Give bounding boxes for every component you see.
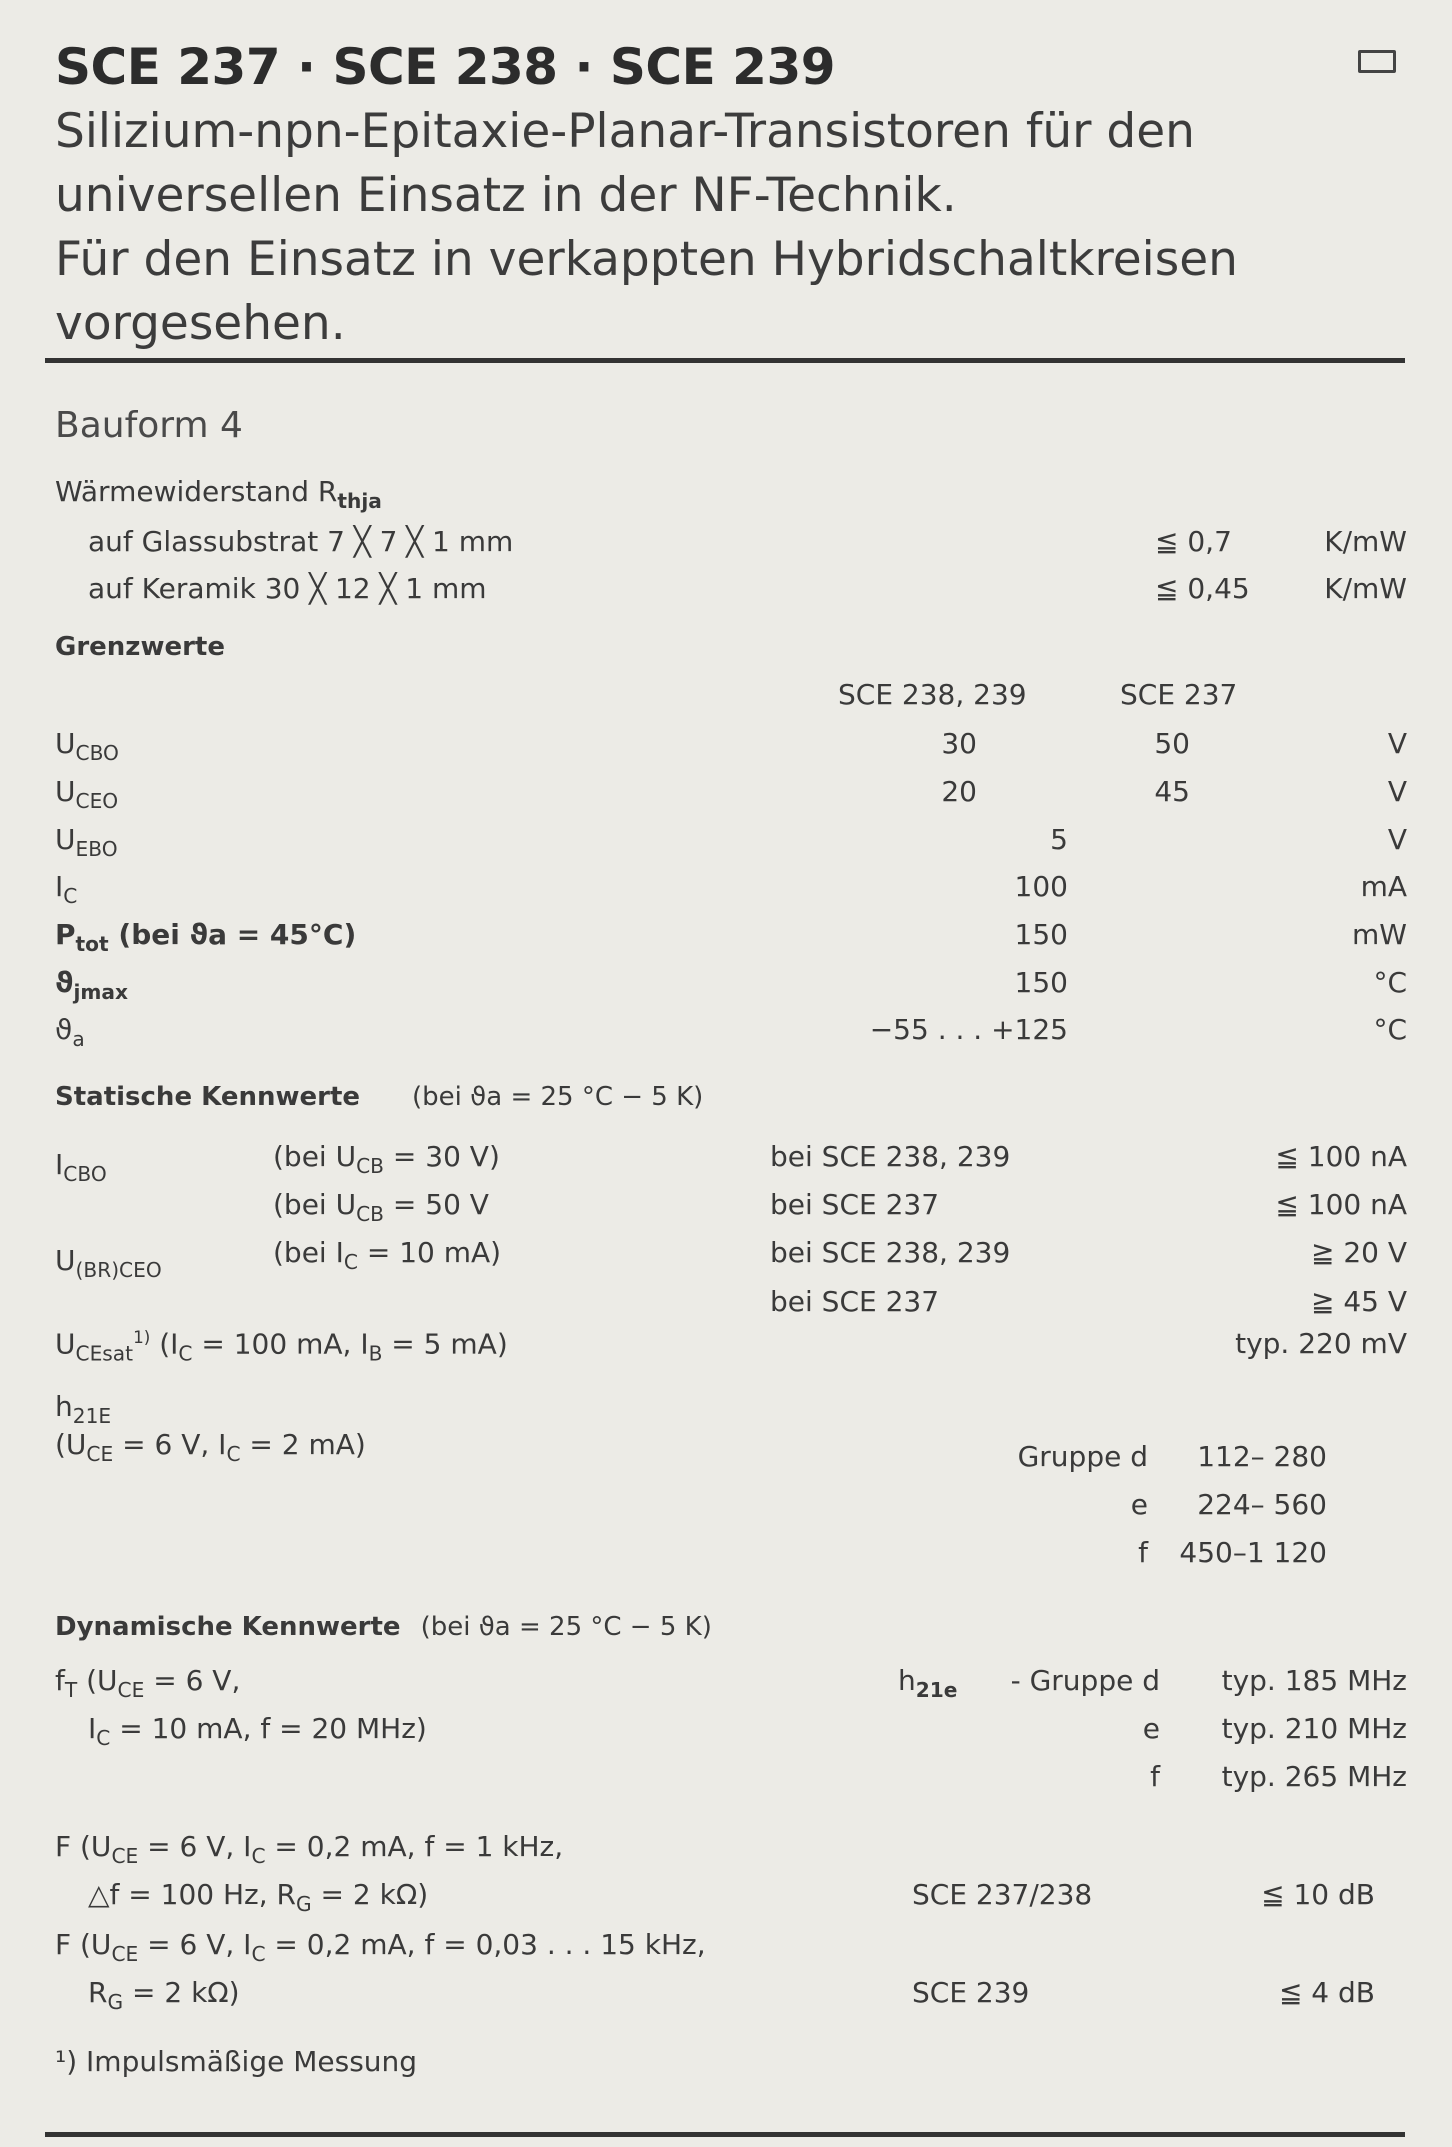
noise-part: F (U <box>55 1830 112 1863</box>
noise-part: CE <box>111 1844 139 1869</box>
static-condition <box>273 1188 489 1226</box>
noise-part: C <box>251 1942 266 1967</box>
limit-value-1: 150 <box>1014 918 1068 951</box>
noise-part: G <box>296 1892 312 1917</box>
h21e-group-range: 112– 280 <box>1197 1440 1327 1473</box>
static-condition-part: C <box>343 1250 358 1275</box>
limit-symbol-sym: U <box>55 823 76 856</box>
statisch-heading: Statische Kennwerte <box>55 1082 361 1112</box>
dynamisch-heading-row <box>55 1612 712 1642</box>
limit-symbol-sym: U <box>55 727 76 760</box>
subtitle-line: Für den Einsatz in verkappten Hybridschaltkreisen <box>55 232 1238 287</box>
ft-group-value: typ. 210 MHz <box>1221 1712 1407 1745</box>
static-condition-part: (bei I <box>273 1236 344 1269</box>
limit-symbol-sub: a <box>72 1027 85 1052</box>
column-header-sce237: SCE 237 <box>1120 678 1238 711</box>
page-title: SCE 237 · SCE 238 · SCE 239 <box>55 38 836 96</box>
static-condition-part: = 50 V <box>384 1188 489 1221</box>
ft-end: = 6 V, <box>144 1664 241 1697</box>
static-condition-part: CB <box>356 1154 385 1179</box>
noise-part: = 0,2 mA, f = 1 kHz, <box>265 1830 564 1863</box>
ft-line2-end: = 10 mA, f = 20 MHz) <box>110 1712 427 1745</box>
ft-rest: (U <box>77 1664 118 1697</box>
ucesat-c-sub: C <box>178 1341 193 1366</box>
limit-symbol <box>55 918 356 956</box>
ucesat-cond2: = 100 mA, I <box>192 1327 369 1361</box>
limit-value-1: 5 <box>1050 823 1068 856</box>
limit-unit: V <box>1387 823 1407 856</box>
limit-value-1: 20 <box>941 775 977 808</box>
ucesat-label <box>55 1327 508 1365</box>
ucesat-cond: (I <box>150 1327 179 1361</box>
subtitle-line: universellen Einsatz in der NF-Technik. <box>55 168 957 223</box>
static-condition-part: CB <box>356 1202 385 1227</box>
ucesat-sub: CEsat <box>75 1341 134 1366</box>
static-value: ≦ 100 nA <box>1275 1188 1407 1221</box>
noise-part: G <box>107 1990 124 2015</box>
ft-group-prefix-sub: 21e <box>915 1678 958 1703</box>
noise-value: ≦ 10 dB <box>1261 1878 1375 1911</box>
limit-unit: mW <box>1352 918 1407 951</box>
limit-symbol <box>55 1013 85 1051</box>
static-condition-part: (bei U <box>273 1140 357 1173</box>
h21e-cond-sub: CE <box>86 1442 114 1467</box>
ft-line1 <box>55 1664 240 1702</box>
bauform-label: Bauform 4 <box>55 405 243 446</box>
h21e-group-label: f <box>1138 1536 1148 1569</box>
ucesat-value: typ. 220 mV <box>1235 1327 1407 1360</box>
limit-symbol-sub: jmax <box>73 980 129 1005</box>
h21e-cond: (U <box>55 1428 87 1461</box>
noise-part: F (U <box>55 1928 112 1961</box>
limit-unit: °C <box>1373 1013 1407 1046</box>
dynamisch-heading: Dynamische Kennwerte <box>55 1612 401 1642</box>
static-condition <box>273 1236 501 1274</box>
static-symbol <box>55 1148 107 1186</box>
static-value: ≧ 45 V <box>1310 1285 1407 1318</box>
thermal-row-unit: K/mW <box>1324 572 1407 605</box>
ucesat-b-sub: B <box>368 1341 383 1366</box>
thermal-row-text: auf Glassubstrat 7 ╳ 7 ╳ 1 mm <box>88 525 514 558</box>
limit-unit: V <box>1387 727 1407 760</box>
limit-symbol <box>55 966 128 1004</box>
subtitle <box>55 100 1395 356</box>
noise-part: = 2 kΩ) <box>123 1976 240 2009</box>
noise-line1 <box>55 1928 706 1966</box>
static-type: bei SCE 238, 239 <box>770 1140 1011 1173</box>
column-header-sce238-239: SCE 238, 239 <box>838 678 1027 711</box>
noise-part: = 0,2 mA, f = 0,03 . . . 15 kHz, <box>265 1928 706 1961</box>
ft-sym: f <box>55 1664 65 1697</box>
static-symbol-sym: I <box>55 1148 64 1181</box>
h21e-condition <box>55 1428 366 1466</box>
limit-symbol-sym: ϑ <box>55 966 74 999</box>
limit-symbol <box>55 870 77 908</box>
thermal-row-unit: K/mW <box>1324 525 1407 558</box>
limit-value-2: 45 <box>1154 775 1190 808</box>
noise-type: SCE 239 <box>912 1976 1030 2009</box>
static-type: bei SCE 237 <box>770 1188 940 1221</box>
static-symbol-sym: U <box>55 1244 76 1277</box>
limit-symbol-sub: C <box>63 884 78 909</box>
h21e-cond-sub2: C <box>226 1442 241 1467</box>
noise-part: = 2 kΩ) <box>311 1878 429 1911</box>
ft-line2-sym: I <box>88 1712 97 1745</box>
limit-symbol <box>55 727 119 765</box>
thermal-label <box>55 475 382 513</box>
footnote: ¹) Impulsmäßige Messung <box>55 2045 418 2078</box>
divider <box>45 358 1405 363</box>
static-condition-part: = 10 mA) <box>357 1236 502 1269</box>
limit-symbol-extra: (bei ϑa = 45°C) <box>108 918 357 951</box>
limit-value-1: 30 <box>941 727 977 760</box>
static-condition-part: = 30 V) <box>384 1140 500 1173</box>
limit-value-2: 50 <box>1154 727 1190 760</box>
noise-value: ≦ 4 dB <box>1278 1976 1375 2009</box>
noise-part: = 6 V, I <box>138 1928 252 1961</box>
divider <box>45 2132 1405 2137</box>
h21e-group-label: Gruppe d <box>1017 1440 1148 1473</box>
ucesat-sym: U <box>55 1327 76 1361</box>
grenzwerte-heading: Grenzwerte <box>55 632 225 662</box>
ft-line2 <box>88 1712 427 1750</box>
ft-sub: T <box>64 1678 78 1703</box>
ft-sub2: CE <box>117 1678 145 1703</box>
static-symbol <box>55 1244 162 1282</box>
limit-symbol <box>55 823 118 861</box>
static-type: bei SCE 238, 239 <box>770 1236 1011 1269</box>
ucesat-note: 1) <box>133 1327 151 1347</box>
ft-group-label: e <box>1142 1712 1160 1745</box>
limit-symbol-sym: I <box>55 870 64 903</box>
thermal-row-value: ≦ 0,45 <box>1155 572 1250 605</box>
h21e-group-range: 450–1 120 <box>1179 1536 1327 1569</box>
limit-unit: V <box>1387 775 1407 808</box>
statisch-heading-row <box>55 1082 703 1112</box>
limit-symbol-sub: CEO <box>75 789 119 814</box>
h21e-group-range: 224– 560 <box>1197 1488 1327 1521</box>
limit-value-1: 150 <box>1014 966 1068 999</box>
limit-symbol-sub: tot <box>75 932 109 957</box>
static-type: bei SCE 237 <box>770 1285 940 1318</box>
thermal-label-text: Wärmewiderstand R <box>55 475 338 508</box>
limit-symbol-sub: CBO <box>75 741 119 766</box>
ft-line2-sub: C <box>96 1726 111 1751</box>
h21e-sym: h <box>55 1390 73 1423</box>
limit-value-1: −55 . . . +125 <box>869 1013 1068 1046</box>
static-condition <box>273 1140 500 1178</box>
static-value: ≦ 100 nA <box>1275 1140 1407 1173</box>
rectangle-outline-icon <box>1358 50 1396 73</box>
thermal-label-sub: thja <box>337 489 382 514</box>
h21e-cond-mid: = 6 V, I <box>113 1428 227 1461</box>
limit-symbol-sym: ϑ <box>55 1013 73 1046</box>
noise-part: △f = 100 Hz, R <box>88 1878 297 1911</box>
limit-symbol <box>55 775 118 813</box>
ucesat-cond3: = 5 mA) <box>382 1327 508 1361</box>
noise-line2 <box>88 1878 428 1916</box>
h21e-group-label: e <box>1130 1488 1148 1521</box>
h21e-cond-end: = 2 mA) <box>240 1428 366 1461</box>
ft-group-label: f <box>1150 1760 1160 1793</box>
limit-unit: mA <box>1360 870 1407 903</box>
noise-part: = 6 V, I <box>138 1830 252 1863</box>
limit-symbol-sym: P <box>55 918 76 951</box>
static-symbol-sub: CBO <box>63 1162 107 1187</box>
limit-symbol-sym: U <box>55 775 76 808</box>
h21e-sub: 21E <box>72 1404 112 1429</box>
ft-group-value: typ. 265 MHz <box>1221 1760 1407 1793</box>
limit-unit: °C <box>1373 966 1407 999</box>
thermal-row-value: ≦ 0,7 <box>1155 525 1232 558</box>
ft-group-value: typ. 185 MHz <box>1221 1664 1407 1697</box>
h21e-label <box>55 1390 111 1428</box>
thermal-row-text: auf Keramik 30 ╳ 12 ╳ 1 mm <box>88 572 487 605</box>
noise-line2 <box>88 1976 240 2014</box>
static-symbol-sub: (BR)CEO <box>75 1258 162 1283</box>
subtitle-line: Silizium-npn-Epitaxie-Planar-Transistoren für den <box>55 104 1195 159</box>
noise-type: SCE 237/238 <box>912 1878 1093 1911</box>
noise-part: R <box>88 1976 108 2009</box>
static-value: ≧ 20 V <box>1310 1236 1407 1269</box>
ft-group-prefix-sym: h <box>898 1664 916 1697</box>
ft-group-prefix <box>898 1664 957 1702</box>
noise-part: C <box>251 1844 266 1869</box>
limit-symbol-sub: EBO <box>75 837 118 862</box>
static-condition-part: (bei U <box>273 1188 357 1221</box>
noise-part: CE <box>111 1942 139 1967</box>
ft-group-label: - Gruppe d <box>1010 1664 1160 1697</box>
statisch-condition: (bei ϑa = 25 °C − 5 K) <box>412 1082 704 1112</box>
noise-line1 <box>55 1830 563 1868</box>
limit-value-1: 100 <box>1014 870 1068 903</box>
subtitle-line: vorgesehen. <box>55 296 346 351</box>
dynamisch-condition: (bei ϑa = 25 °C − 5 K) <box>420 1612 712 1642</box>
